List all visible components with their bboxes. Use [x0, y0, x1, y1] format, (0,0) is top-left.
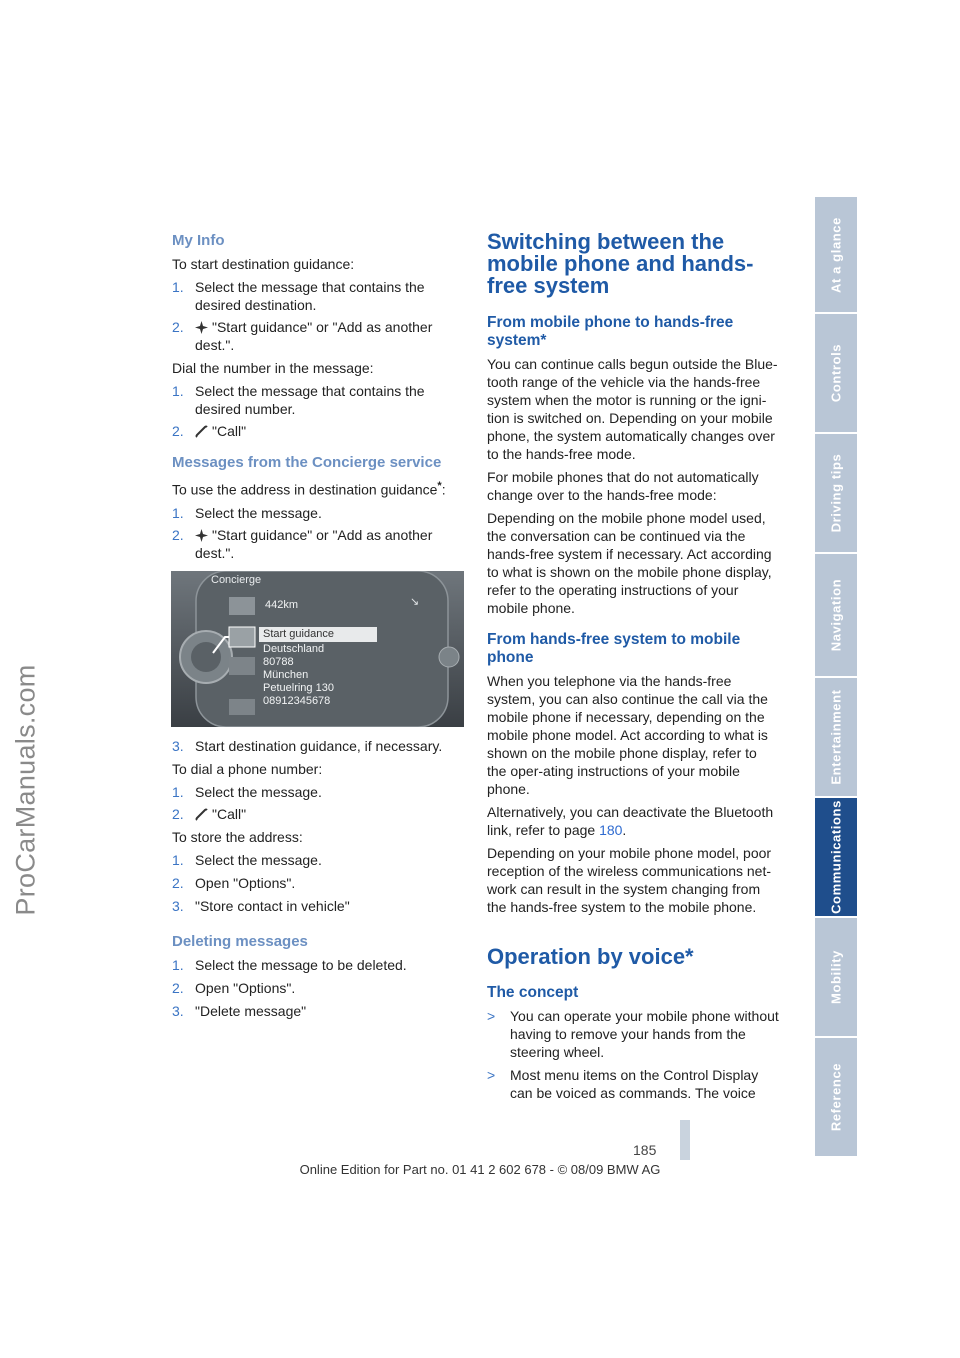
step-number: 1.	[172, 852, 184, 868]
concierge-heading: Messages from the Concierge service	[172, 454, 442, 471]
screen-line: Petuelring 130	[263, 682, 334, 694]
paragraph: When you telephone via the hands-free system, you can also continue the call via the mobile phone if necessary, depending on the mobile phone model. Act according to what is shown on the mobile phone display, refer to the oper-ating instructions of your mobile phone.	[487, 673, 768, 797]
step-text: Open "Options".	[195, 980, 296, 996]
step-text: "Call"	[212, 423, 247, 439]
tab-navigation[interactable]	[815, 554, 857, 676]
store-intro: To store the address:	[172, 829, 303, 845]
page-marker	[680, 1120, 690, 1160]
tab-mobility[interactable]	[815, 918, 857, 1036]
destination-icon	[195, 321, 208, 334]
step-text: Open "Options".	[195, 875, 296, 891]
dial-intro: To dial a phone number:	[172, 761, 323, 777]
list-item	[172, 504, 464, 522]
step-number: 2.	[172, 875, 184, 891]
list-item	[172, 737, 464, 755]
screen-selected-item[interactable]: Start guidance	[263, 628, 334, 640]
tab-label: Reference	[828, 1062, 844, 1132]
list-item	[172, 318, 464, 354]
tab-label: Driving tips	[828, 453, 844, 533]
bullet-text: You can operate your mobile phone without having to remove your hands from the steering wheel.	[510, 1008, 779, 1060]
list-item	[172, 979, 464, 997]
list-item	[487, 1007, 780, 1061]
list-item	[487, 1066, 780, 1102]
step-number: 1.	[172, 957, 184, 973]
step-text: Select the message that contains the desired destination.	[195, 279, 425, 313]
text: Alternatively, you can deactivate the Bluetooth link, refer to page	[487, 804, 774, 838]
paragraph: You can continue calls begun outside the Blue-tooth range of the vehicle via the hands-free system when the motor is running or the igni-tion is switched on. Depending on your mobile phone, the system automatically changes over to the hands-free mode.	[487, 356, 778, 462]
option-star: *	[437, 480, 442, 492]
list-item	[172, 897, 464, 915]
step-text: Select the message that contains the desired number.	[195, 383, 425, 417]
page-link[interactable]: 180	[599, 822, 623, 838]
list-item	[172, 783, 464, 801]
phone-icon	[195, 425, 208, 438]
list-item	[172, 956, 464, 974]
watermark	[6, 560, 46, 1020]
step-number: 2.	[172, 526, 184, 543]
paragraph: For mobile phones that do not automatically change over to the hands-free mode:	[487, 469, 759, 503]
list-item	[172, 526, 464, 562]
switching-sub1: From mobile phone to hands-free system*	[487, 314, 734, 349]
intro-text: To use the address in destination guidance	[172, 481, 438, 498]
screen-line: Deutschland	[263, 643, 325, 655]
step-text: Start destination guidance, if necessary.	[195, 738, 443, 754]
concierge-intro	[172, 477, 464, 499]
screen-line: 80788	[263, 656, 294, 668]
destination-icon	[195, 529, 208, 542]
tab-label: Navigation	[828, 578, 844, 652]
switching-heading: Switching between the mobile phone and hands-free system	[487, 229, 754, 298]
voice-heading: Operation by voice*	[487, 944, 694, 969]
left-column-lower	[172, 737, 464, 1020]
paragraph	[487, 803, 780, 839]
list-item	[172, 278, 464, 314]
step-text: "Store contact in vehicle"	[195, 898, 350, 914]
step-number: 1.	[172, 383, 184, 399]
tab-label: Entertainment	[828, 689, 844, 785]
step-text: Select the message.	[195, 504, 322, 521]
step-text: "Start guidance" or "Add as another dest.".	[195, 319, 433, 353]
step-number: 2.	[172, 806, 184, 822]
deleting-heading: Deleting messages	[172, 933, 308, 950]
voice-sub: The concept	[487, 984, 579, 1001]
phone-icon	[195, 808, 208, 821]
edition-text: Online Edition for Part no. 01 41 2 602 678 - © 08/09 BMW AG	[299, 1162, 661, 1177]
control-display-screenshot	[171, 571, 464, 727]
switching-sub2: From hands-free system to mobile phone	[487, 631, 741, 666]
bullet-marker: >	[487, 1067, 496, 1083]
step-text: "Start guidance" or "Add as another dest.".	[195, 526, 433, 561]
step-number: 1.	[172, 504, 184, 521]
myinfo-heading: My Info	[172, 232, 225, 249]
list-item	[172, 851, 464, 869]
bullet-marker: >	[487, 1008, 496, 1024]
left-column	[172, 232, 464, 562]
step-text: "Delete message"	[195, 1003, 307, 1019]
list-item	[172, 422, 464, 440]
tab-label: At a glance	[828, 216, 844, 293]
screen-line: München	[263, 669, 309, 681]
tab-label: Mobility	[828, 950, 844, 1004]
screen-title: Concierge	[211, 574, 262, 586]
tab-controls[interactable]	[815, 314, 857, 432]
list-item	[172, 874, 464, 892]
screen-distance: 442km	[265, 599, 299, 611]
step-number: 3.	[172, 1003, 184, 1019]
paragraph: Depending on the mobile phone model used, the conversation can be continued via the hands-free system if necessary. Act according to what is shown on the mobile phone display, refer to the operating instructions of your mobile phone.	[487, 510, 772, 616]
tab-label: Controls	[828, 343, 844, 403]
step-text: "Call"	[212, 806, 247, 822]
myinfo-dial-intro: Dial the number in the message:	[172, 360, 374, 376]
intro-end: :	[441, 481, 446, 498]
tab-at-a-glance[interactable]	[815, 197, 857, 312]
tab-reference[interactable]	[815, 1038, 857, 1156]
list-item	[172, 1002, 464, 1020]
tab-label: Communications	[828, 800, 844, 914]
step-text: Select the message to be deleted.	[195, 957, 407, 973]
step-number: 2.	[172, 423, 184, 439]
myinfo-intro: To start destination guidance:	[172, 256, 355, 272]
step-number: 1.	[172, 784, 184, 800]
arrow-icon: ↘	[410, 596, 420, 608]
tab-communications[interactable]	[815, 798, 857, 916]
paragraph: Depending on your mobile phone model, poor reception of the wireless communications net-work can result in the system changing from the hands-free system to the mobile phone.	[487, 845, 772, 915]
screen-line: 08912345678	[263, 695, 331, 707]
step-text: Select the message.	[195, 784, 322, 800]
right-column	[487, 231, 780, 1102]
tab-entertainment[interactable]	[815, 678, 857, 796]
step-number: 2.	[172, 319, 184, 335]
chapter-tabs	[815, 197, 857, 1158]
step-number: 2.	[172, 980, 184, 996]
step-number: 3.	[172, 898, 184, 914]
list-item	[172, 805, 464, 823]
bullet-text: Most menu items on the Control Display can be voiced as commands. The voice	[510, 1067, 759, 1101]
watermark-text: ProCarManuals.com	[10, 664, 41, 916]
step-text: Select the message.	[195, 852, 322, 868]
page-number: 185	[633, 1142, 657, 1158]
step-number: 1.	[172, 279, 184, 295]
tab-driving-tips[interactable]	[815, 434, 857, 552]
step-number: 3.	[172, 738, 184, 754]
list-item	[172, 382, 464, 418]
text: .	[622, 822, 627, 838]
